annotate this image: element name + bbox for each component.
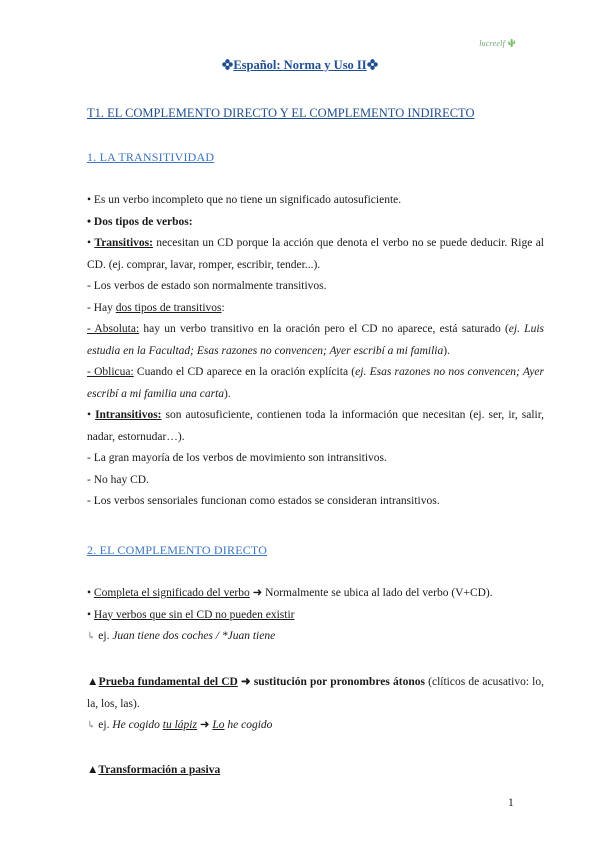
term-absoluta: - Absoluta: — [87, 323, 140, 335]
paragraph — [87, 626, 544, 648]
triangle-icon: ▲ — [87, 764, 99, 776]
underlined-text: Completa el significado del verbo — [93, 587, 250, 599]
paragraph — [87, 583, 544, 605]
text: Cuando el CD aparece en la oración explícita ( — [133, 366, 356, 378]
text: ➜ Normalmente se ubica al lado del verbo (V+CD). — [249, 587, 493, 599]
text: - Hay — [87, 301, 116, 314]
term-oblicua: - Oblicua: — [87, 366, 134, 378]
paragraph — [87, 760, 544, 782]
underlined-text: dos tipos de transitivos — [115, 301, 222, 314]
brand-logo — [479, 38, 516, 48]
text: hay un verbo transitivo en la oración pero el CD no aparece, está saturado ( — [139, 323, 509, 335]
section-heading-transitividad: 1. LA TRANSITIVIDAD — [87, 150, 215, 164]
section-1-body — [87, 190, 544, 513]
paragraph — [87, 298, 544, 320]
section-2-body — [87, 583, 544, 648]
text: ). — [443, 344, 450, 357]
arrow: ➜ — [237, 676, 254, 688]
bullet: • — [87, 608, 94, 621]
underlined-text: Hay verbos que sin el CD no pueden existir — [93, 608, 295, 621]
paragraph — [87, 405, 544, 448]
term-transformacion-pasiva: Transformación a pasiva — [98, 764, 221, 776]
example: ej. Luis estudia en la Facultad; Esas razones no convencen; Ayer escribí a mi familia — [87, 323, 544, 357]
paragraph — [87, 672, 544, 715]
text: ). — [224, 387, 231, 400]
text: (clíticos de acusativo: lo, la, los, las). — [87, 676, 544, 710]
text: son autosuficiente, contienen toda la información que necesitan (ej. ser, ir, salir, nadar, estornudar…). — [87, 409, 544, 443]
example: He cogido — [112, 719, 163, 731]
paragraph: • Dos tipos de verbos: — [87, 215, 193, 228]
example: Juan tiene dos coches / *Juan tiene — [112, 630, 276, 642]
title-text: Español: Norma y Uso II — [233, 58, 367, 72]
example: tu lápiz — [162, 719, 197, 731]
example: he cogido — [224, 719, 273, 731]
theme-heading: T1. EL COMPLEMENTO DIRECTO Y EL COMPLEMENTO INDIRECTO — [87, 106, 475, 120]
paragraph — [87, 233, 544, 276]
arrow: ➜ — [196, 719, 213, 731]
paragraph — [87, 319, 544, 362]
bullet: • — [87, 587, 94, 599]
return-arrow-icon: ↳ — [87, 631, 96, 642]
text: ej. — [95, 630, 113, 642]
bullet: • — [87, 409, 96, 421]
paragraph: - La gran mayoría de los verbos de movimiento son intransitivos. — [87, 452, 387, 464]
paragraph: - No hay CD. — [87, 473, 149, 486]
section-2-body-c — [87, 760, 544, 782]
section-heading-complemento-directo: 2. EL COMPLEMENTO DIRECTO — [87, 543, 268, 557]
page-title — [0, 58, 600, 73]
term-intransitivos: Intransitivos: — [95, 409, 162, 421]
paragraph: - Los verbos de estado son normalmente transitivos. — [87, 280, 327, 292]
return-arrow-icon: ↳ — [87, 720, 96, 731]
flower-icon — [367, 59, 378, 70]
paragraph: • Es un verbo incompleto que no tiene un significado autosuficiente. — [87, 194, 402, 206]
text: ej. — [95, 719, 113, 731]
bold-text: sustitución por pronombres átonos — [253, 676, 425, 688]
triangle-icon: ▲ — [87, 676, 99, 688]
paragraph — [87, 362, 544, 405]
example: ej. Esas razones no nos convencen; Ayer escribí a mi familia una carta — [87, 366, 545, 400]
flower-icon — [222, 59, 233, 70]
term-prueba-fundamental: Prueba fundamental del CD — [98, 676, 238, 688]
text: necesitan un CD porque la acción que denota el verbo no se puede deducir. Rige al CD. (ej. comprar, lavar, romper, escribir, tender...). — [87, 237, 544, 271]
bullet: • — [87, 237, 95, 249]
section-2-body-b — [87, 672, 544, 737]
paragraph: - Los verbos sensoriales funcionan como estados se consideran intransitivos. — [87, 495, 440, 507]
paragraph — [87, 605, 544, 627]
paragraph — [87, 715, 544, 737]
text: : — [221, 301, 225, 314]
brand-text: lucreelf — [479, 38, 505, 48]
term-transitivos: Transitivos: — [94, 237, 153, 249]
cactus-icon — [507, 38, 516, 48]
example: Lo — [212, 719, 225, 731]
page-number: 1 — [508, 797, 514, 809]
